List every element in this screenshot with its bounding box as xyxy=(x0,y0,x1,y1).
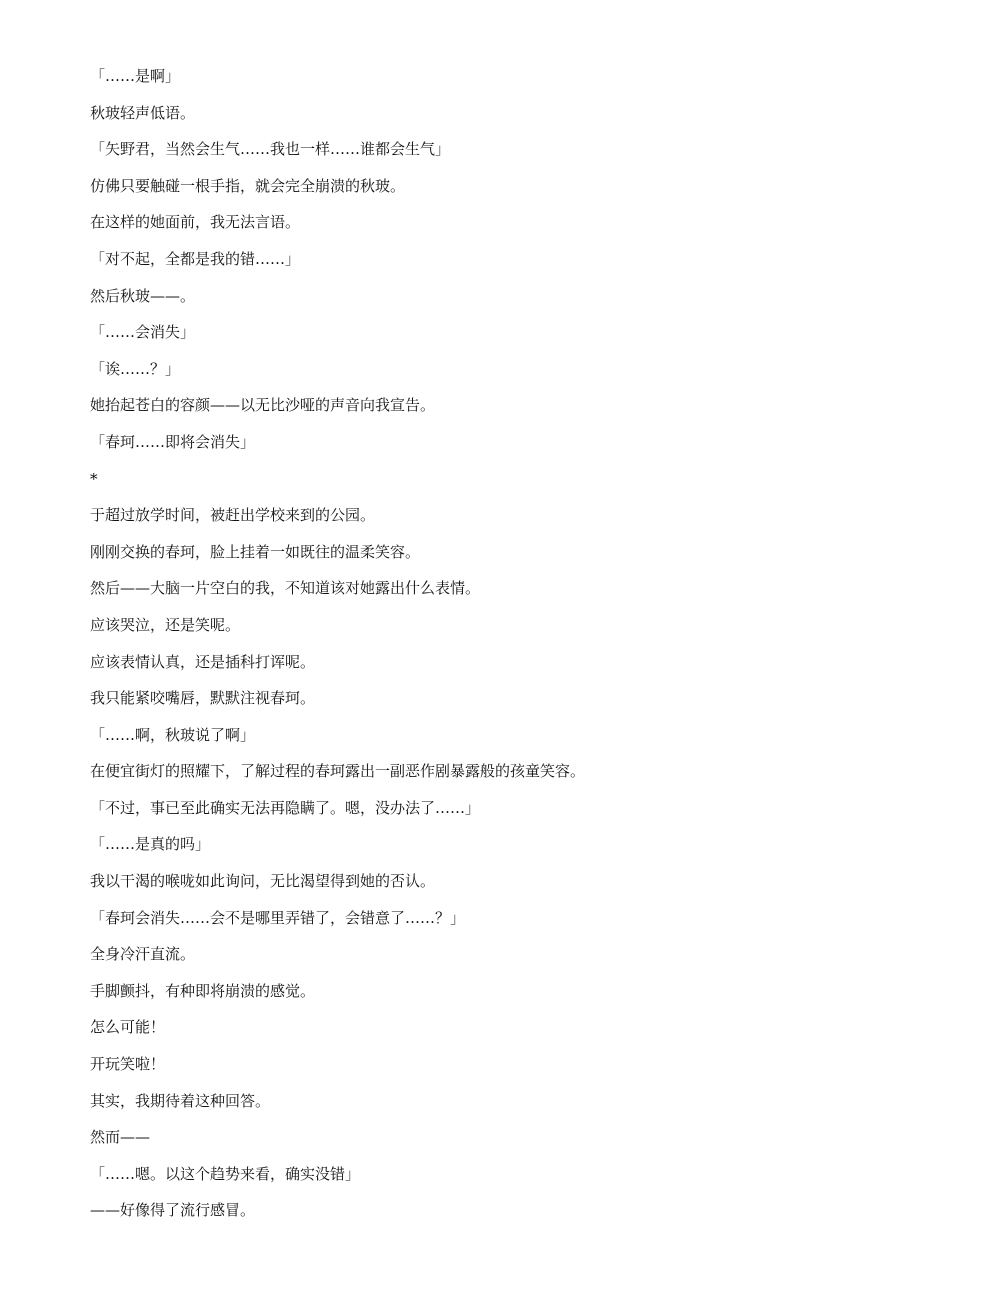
text-line: 仿佛只要触碰一根手指，就会完全崩溃的秋玻。 xyxy=(90,176,406,195)
text-line: 她抬起苍白的容颜——以无比沙哑的声音向我宣告。 xyxy=(90,396,436,415)
text-line: 「诶……？」 xyxy=(90,359,181,378)
text-line: 我只能紧咬嘴唇，默默注视春珂。 xyxy=(90,689,316,708)
text-body xyxy=(90,58,950,1229)
text-line: 手脚颤抖，有种即将崩溃的感觉。 xyxy=(90,981,316,1000)
text-line: 然后秋玻——。 xyxy=(90,286,196,305)
text-line: 刚刚交换的春珂，脸上挂着一如既往的温柔笑容。 xyxy=(90,542,421,561)
text-line: 我以干渴的喉咙如此询问，无比渴望得到她的否认。 xyxy=(90,872,436,891)
text-line: 「……啊，秋玻说了啊」 xyxy=(90,725,256,744)
text-line: 应该表情认真，还是插科打诨呢。 xyxy=(90,652,316,671)
text-line: 秋玻轻声低语。 xyxy=(90,103,196,122)
text-line: 全身冷汗直流。 xyxy=(90,945,196,964)
text-line: 「春珂……即将会消失」 xyxy=(90,432,256,451)
text-line: 怎么可能！ xyxy=(90,1018,166,1037)
section-separator: * xyxy=(90,469,98,488)
text-line: 其实，我期待着这种回答。 xyxy=(90,1091,271,1110)
text-line: 「春珂会消失……会不是哪里弄错了，会错意了……？」 xyxy=(90,908,466,927)
text-line: 然后——大脑一片空白的我，不知道该对她露出什么表情。 xyxy=(90,579,481,598)
text-line: 「……是真的吗」 xyxy=(90,835,211,854)
text-line: 开玩笑啦！ xyxy=(90,1055,166,1074)
text-line: 在便宜街灯的照耀下，了解过程的春珂露出一副恶作剧暴露般的孩童笑容。 xyxy=(90,762,586,781)
text-line: 「矢野君，当然会生气……我也一样……谁都会生气」 xyxy=(90,140,451,159)
text-line: 「对不起，全都是我的错……」 xyxy=(90,249,301,268)
text-line: 「不过，事已至此确实无法再隐瞒了。嗯，没办法了……」 xyxy=(90,798,481,817)
text-line: 「……会消失」 xyxy=(90,323,196,342)
text-line: 于超过放学时间，被赶出学校来到的公园。 xyxy=(90,506,376,525)
text-line: 然而—— xyxy=(90,1128,151,1147)
text-line: 「……是啊」 xyxy=(90,67,181,85)
text-line: 应该哭泣，还是笑呢。 xyxy=(90,615,241,634)
text-line: ——好像得了流行感冒。 xyxy=(90,1201,256,1220)
text-line: 「……嗯。以这个趋势来看，确实没错」 xyxy=(90,1164,361,1183)
text-line: 在这样的她面前，我无法言语。 xyxy=(90,213,301,232)
